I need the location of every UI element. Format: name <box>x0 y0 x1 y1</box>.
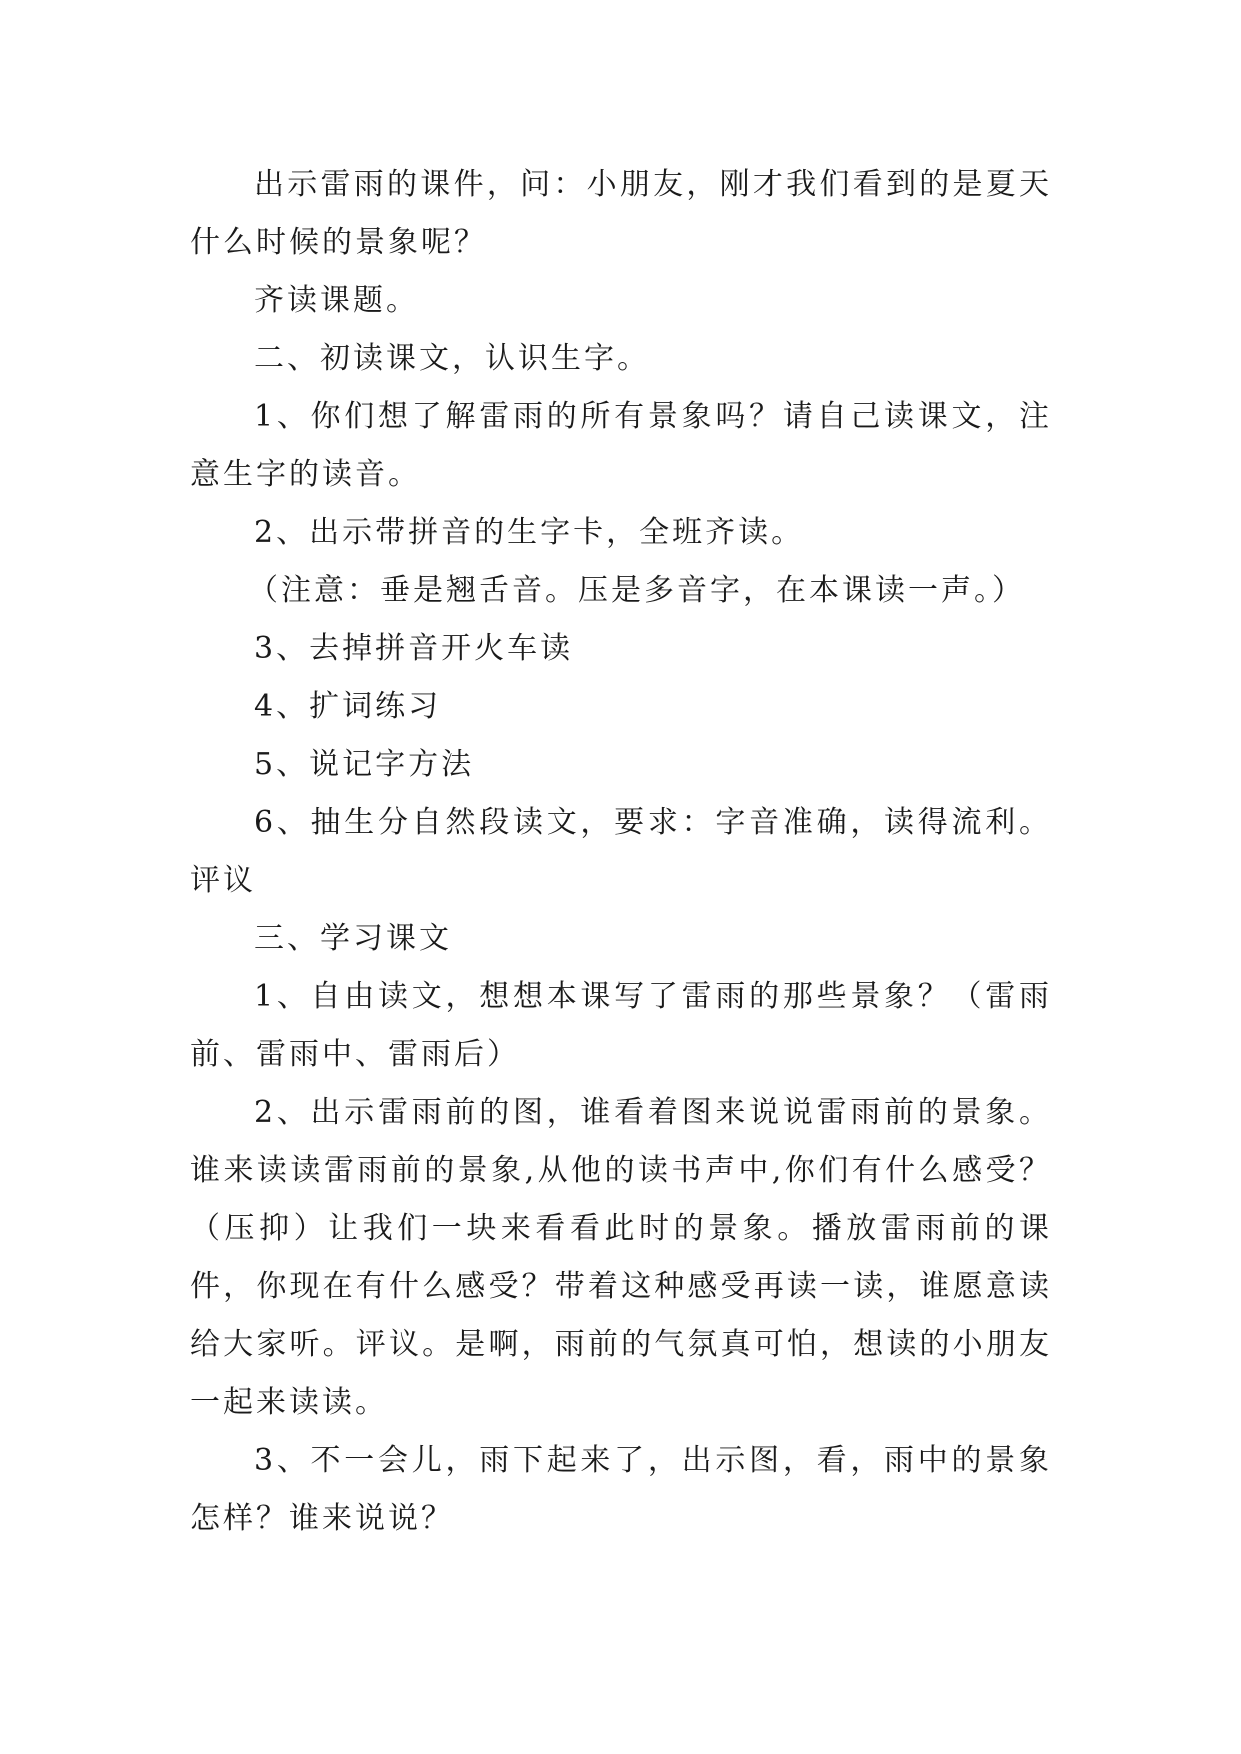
paragraph: 3、去掉拼音开火车读 <box>254 631 574 666</box>
section-heading: 二、初读课文，认识生字。 <box>254 341 650 376</box>
paragraph: 4、扩词练习 <box>254 689 442 724</box>
paragraph: 3、不一会儿，雨下起来了，出示图，看，雨中的景象怎样？谁来说说？ <box>190 1443 1052 1536</box>
paragraph: 出示雷雨的课件，问：小朋友，刚才我们看到的是夏天什么时候的景象呢？ <box>190 167 1052 260</box>
paragraph: 6、抽生分自然段读文，要求：字音准确，读得流利。评议 <box>190 805 1052 898</box>
paragraph: 2、出示带拼音的生字卡，全班齐读。 <box>254 515 805 550</box>
paragraph: 2、出示雷雨前的图，谁看着图来说说雷雨前的景象。谁来读读雷雨前的景象,从他的读书声中,你们有什么感受？（压抑）让我们一块来看看此时的景象。播放雷雨前的课件，你现在有什么感受？带着这种感受再读一读，谁愿意读给大家听。评议。是啊，雨前的气氛真可怕，想读的小朋友一起来读读。 <box>190 1095 1052 1420</box>
note-paragraph: （注意：垂是翘舌音。压是多音字，在本课读一声。） <box>248 573 1025 608</box>
document-body <box>190 156 1052 1548</box>
paragraph: 5、说记字方法 <box>254 747 475 782</box>
section-heading: 三、学习课文 <box>254 921 452 956</box>
paragraph: 1、你们想了解雷雨的所有景象吗？请自己读课文，注意生字的读音。 <box>190 399 1052 492</box>
paragraph: 齐读课题。 <box>254 283 419 318</box>
paragraph: 1、自由读文，想想本课写了雷雨的那些景象？（雷雨前、雷雨中、雷雨后） <box>190 979 1052 1072</box>
